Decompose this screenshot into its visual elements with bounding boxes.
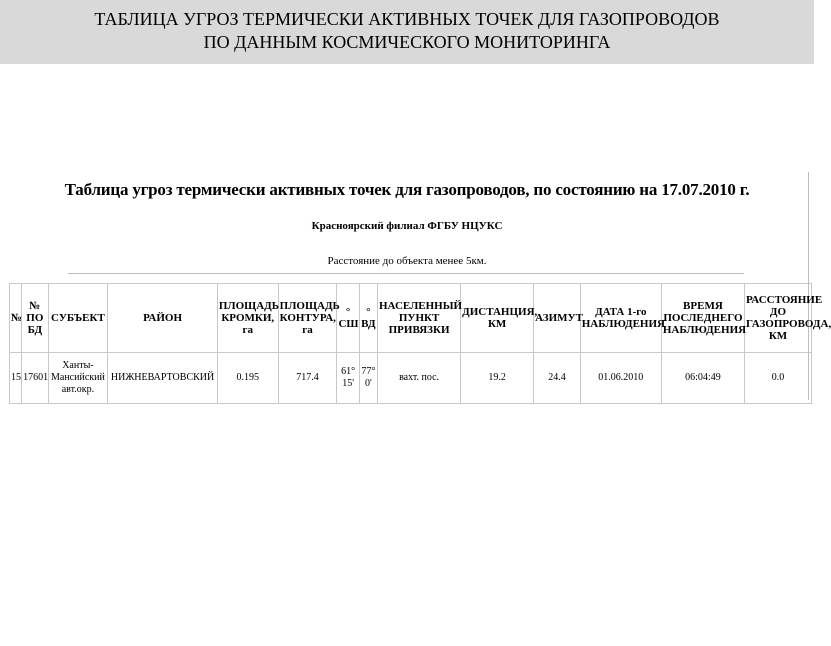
- header-db-number: № ПО БД: [22, 284, 48, 353]
- table-header-row: [10, 284, 812, 353]
- banner-title-line-1: ТАБЛИЦА УГРОЗ ТЕРМИЧЕСКИ АКТИВНЫХ ТОЧЕК ДЛЯ ГАЗОПРОВОДОВ: [94, 9, 720, 29]
- header-district: РАЙОН: [108, 284, 218, 353]
- header-first-observation: ДАТА 1-го НАБЛЮДЕНИЯ: [580, 284, 661, 353]
- report-title: Таблица угроз термически активных точек для газопроводов, по состоянию на 17.07.2010 г.: [64, 180, 750, 199]
- cell-settlement: вахт. пос.: [378, 353, 461, 404]
- banner-title-line-2: ПО ДАННЫМ КОСМИЧЕСКОГО МОНИТОРИНГА: [203, 32, 611, 52]
- cell-last-observation-time: 06:04:49: [661, 353, 744, 404]
- cell-db-number: 17601: [22, 353, 48, 404]
- cell-edge-area: 0.195: [217, 353, 278, 404]
- cell-district: НИЖНЕВАРТОВСКИЙ: [108, 353, 218, 404]
- header-number: №: [10, 284, 22, 353]
- header-subject: СУБЪЕКТ: [48, 284, 108, 353]
- cell-azimuth: 24.4: [534, 353, 581, 404]
- separator-line: [68, 273, 744, 274]
- header-contour-area: ПЛОЩАДЬ КОНТУРА, га: [278, 284, 337, 353]
- cell-distance: 19.2: [461, 353, 534, 404]
- cell-pipeline-distance: 0.0: [744, 353, 811, 404]
- header-banner: [0, 0, 814, 64]
- cell-number: 15: [10, 353, 22, 404]
- cell-first-observation: 01.06.2010: [580, 353, 661, 404]
- cell-contour-area: 717.4: [278, 353, 337, 404]
- distance-note: Расстояние до объекта менее 5км.: [327, 255, 487, 267]
- header-edge-area: ПЛОЩАДЬ КРОМКИ, га: [217, 284, 278, 353]
- header-last-observation-time: ВРЕМЯ ПОСЛЕДНЕГО НАБЛЮДЕНИЯ: [661, 284, 744, 353]
- header-latitude: ° СШ: [337, 284, 359, 353]
- report-subtitle: Красноярский филиал ФГБУ НЦУКС: [311, 220, 503, 232]
- cell-longitude: 77° 0': [359, 353, 377, 404]
- header-distance: ДИСТАНЦИЯ, КМ: [461, 284, 534, 353]
- header-longitude: ° ВД: [359, 284, 377, 353]
- cell-subject: Ханты-Мансийский авт.окр.: [48, 353, 108, 404]
- header-pipeline-distance: РАССТОЯНИЕ ДО ГАЗОПРОВОДА, КМ: [744, 284, 811, 353]
- header-azimuth: АЗИМУТ: [534, 284, 581, 353]
- report-image: [0, 170, 831, 410]
- cell-latitude: 61° 15': [337, 353, 359, 404]
- threat-table: [9, 283, 831, 404]
- table-row: [10, 353, 812, 404]
- header-settlement: НАСЕЛЕННЫЙ ПУНКТ ПРИВЯЗКИ: [378, 284, 461, 353]
